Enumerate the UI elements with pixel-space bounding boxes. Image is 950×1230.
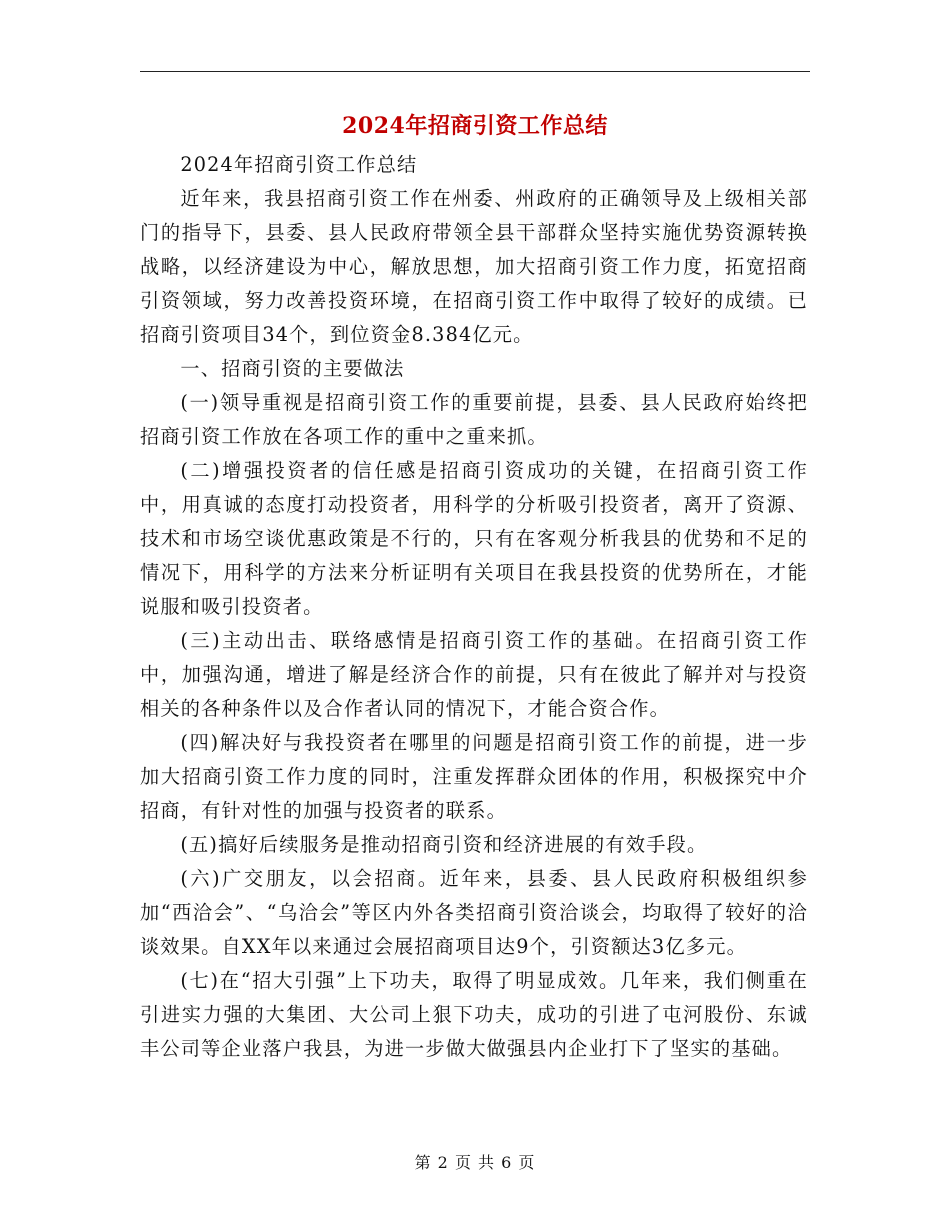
body-paragraph: (一)领导重视是招商引资工作的重要前提，县委、县人民政府始终把招商引资工作放在各项工作的重中之重来抓。 [140,391,808,448]
body-paragraph: (五)搞好后续服务是推动招商引资和经济进展的有效手段。 [180,833,708,856]
body-paragraph: (二)增强投资者的信任感是招商引资成功的关键，在招商引资工作中，用真诚的态度打动投资者，用科学的分析吸引投资者，离开了资源、技术和市场空谈优惠政策是不行的，只有在客观分析我县的优势和不足的情况下，用科学的方法来分析证明有关项目在我县投资的优势所在，才能说服和吸引投资者。 [140,459,808,618]
section-heading: 一、招商引资的主要做法 [180,357,405,380]
document-title: 2024年招商引资工作总结 [342,113,608,139]
body-paragraph: (六)广交朋友，以会招商。近年来，县委、县人民政府积极组织参加“西洽会”、“乌洽会”等区内外各类招商引资洽谈会，均取得了较好的洽谈效果。自XX年以来通过会展招商项目达9个，引资额达3亿多元。 [140,867,808,958]
body-paragraph: (三)主动出击、联络感情是招商引资工作的基础。在招商引资工作中，加强沟通，增进了解是经济合作的前提，只有在彼此了解并对与投资相关的各种条件以及合作者认同的情况下，才能合资合作。 [140,629,808,720]
page-number-label: 第 2 页 共 6 页 [414,1153,536,1172]
body-paragraph: 2024年招商引资工作总结 [180,153,418,176]
body-paragraph: (四)解决好与我投资者在哪里的问题是招商引资工作的前提，进一步加大招商引资工作力度的同时，注重发挥群众团体的作用，积极探究中介招商，有针对性的加强与投资者的联系。 [140,731,808,822]
page-footer [0,1150,950,1173]
header-rule [140,71,810,72]
body-paragraph: 近年来，我县招商引资工作在州委、州政府的正确领导及上级相关部门的指导下，县委、县人民政府带领全县干部群众坚持实施优势资源转换战略，以经济建设为中心，解放思想，加大招商引资工作力度，拓宽招商引资领域，努力改善投资环境，在招商引资工作中取得了较好的成绩。已招商引资项目34个，到位资金8.384亿元。 [140,187,808,346]
body-paragraph: (七)在“招大引强”上下功夫，取得了明显成效。几年来，我们侧重在引进实力强的大集团、大公司上狠下功夫，成功的引进了屯河股份、东诚丰公司等企业落户我县，为进一步做大做强县内企业打下了坚实的基础。 [140,969,808,1060]
document-body [140,148,808,1066]
